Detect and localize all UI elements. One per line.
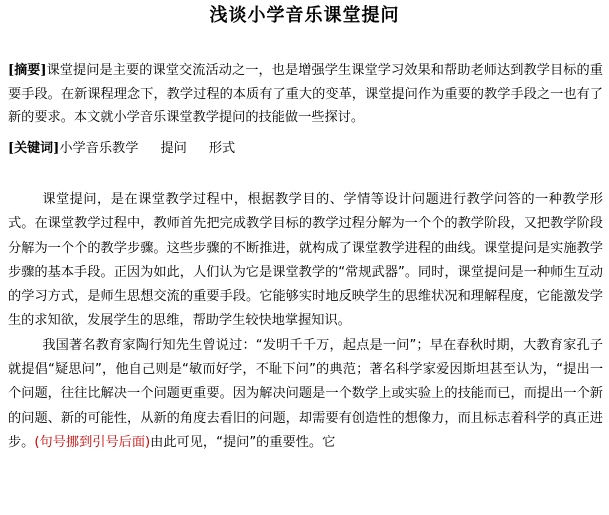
editor-note: (句号挪到引号后面)	[34, 434, 151, 450]
body-text	[8, 188, 603, 455]
keywords-section	[8, 137, 603, 160]
keyword-item: 形式	[208, 141, 236, 156]
paragraph-text: 由此可见，“提问”的重要性。它	[150, 434, 336, 450]
paragraph-text: 我国著名教育家陶行知先生曾说过：“发明千千万，起点是一问”；早在春秋时期，大教育家孔子就提倡“疑思问”，他自己则是“敏而好学，不耻下问”的典范；著名科学家爱因斯坦甚至认为，“提出一个问题，往往比解决一个问题更重要。因为解决问题是一个数学上或实验上的技能而已，而提出一个新的问题、新的可能性，从新的角度去看旧的问题，却需要有创造性的想像力，而且标志着科学的真正进步。	[8, 337, 603, 450]
keyword-item: 小学音乐教学	[59, 141, 139, 156]
abstract-section	[8, 59, 603, 130]
paragraph	[8, 334, 603, 455]
abstract-text: 课堂提问是主要的课堂交流活动之一，也是增强学生课堂学习效果和帮助老师达到教学目标的重要手段。在新课程理念下，教学过程的本质有了重大的变革，课堂提问作为重要的教学手段之一也有了新的要求。本文就小学音乐课堂教学提问的技能做一些探讨。	[8, 63, 603, 125]
keywords-tag: [关键词]	[8, 141, 60, 156]
document-title: 浅谈小学音乐课堂提问	[209, 5, 400, 26]
abstract-tag: [摘要]	[8, 63, 47, 78]
keyword-item: 提问	[160, 141, 187, 156]
paragraph: 课堂提问，是在课堂教学过程中，根据教学目的、学情等设计问题进行教学问答的一种教学形式。在课堂教学过程中，教师首先把完成教学目标的教学过程分解为一个个的教学阶段，又把教学阶段分解为一个个的教学步骤。这些步骤的不断推进，就构成了课堂教学进程的曲线。课堂提问是实施教学步骤的基本手段。正因为如此，人们认为它是课堂教学的“常规武器”。同时，课堂提问是一种师生互动的学习方式，是师生思想交流的重要手段。它能够实时地反映学生的思维状况和理解程度，它能激发学生的求知欲，发展学生的思维，帮助学生较快地掌握知识。	[8, 192, 603, 329]
